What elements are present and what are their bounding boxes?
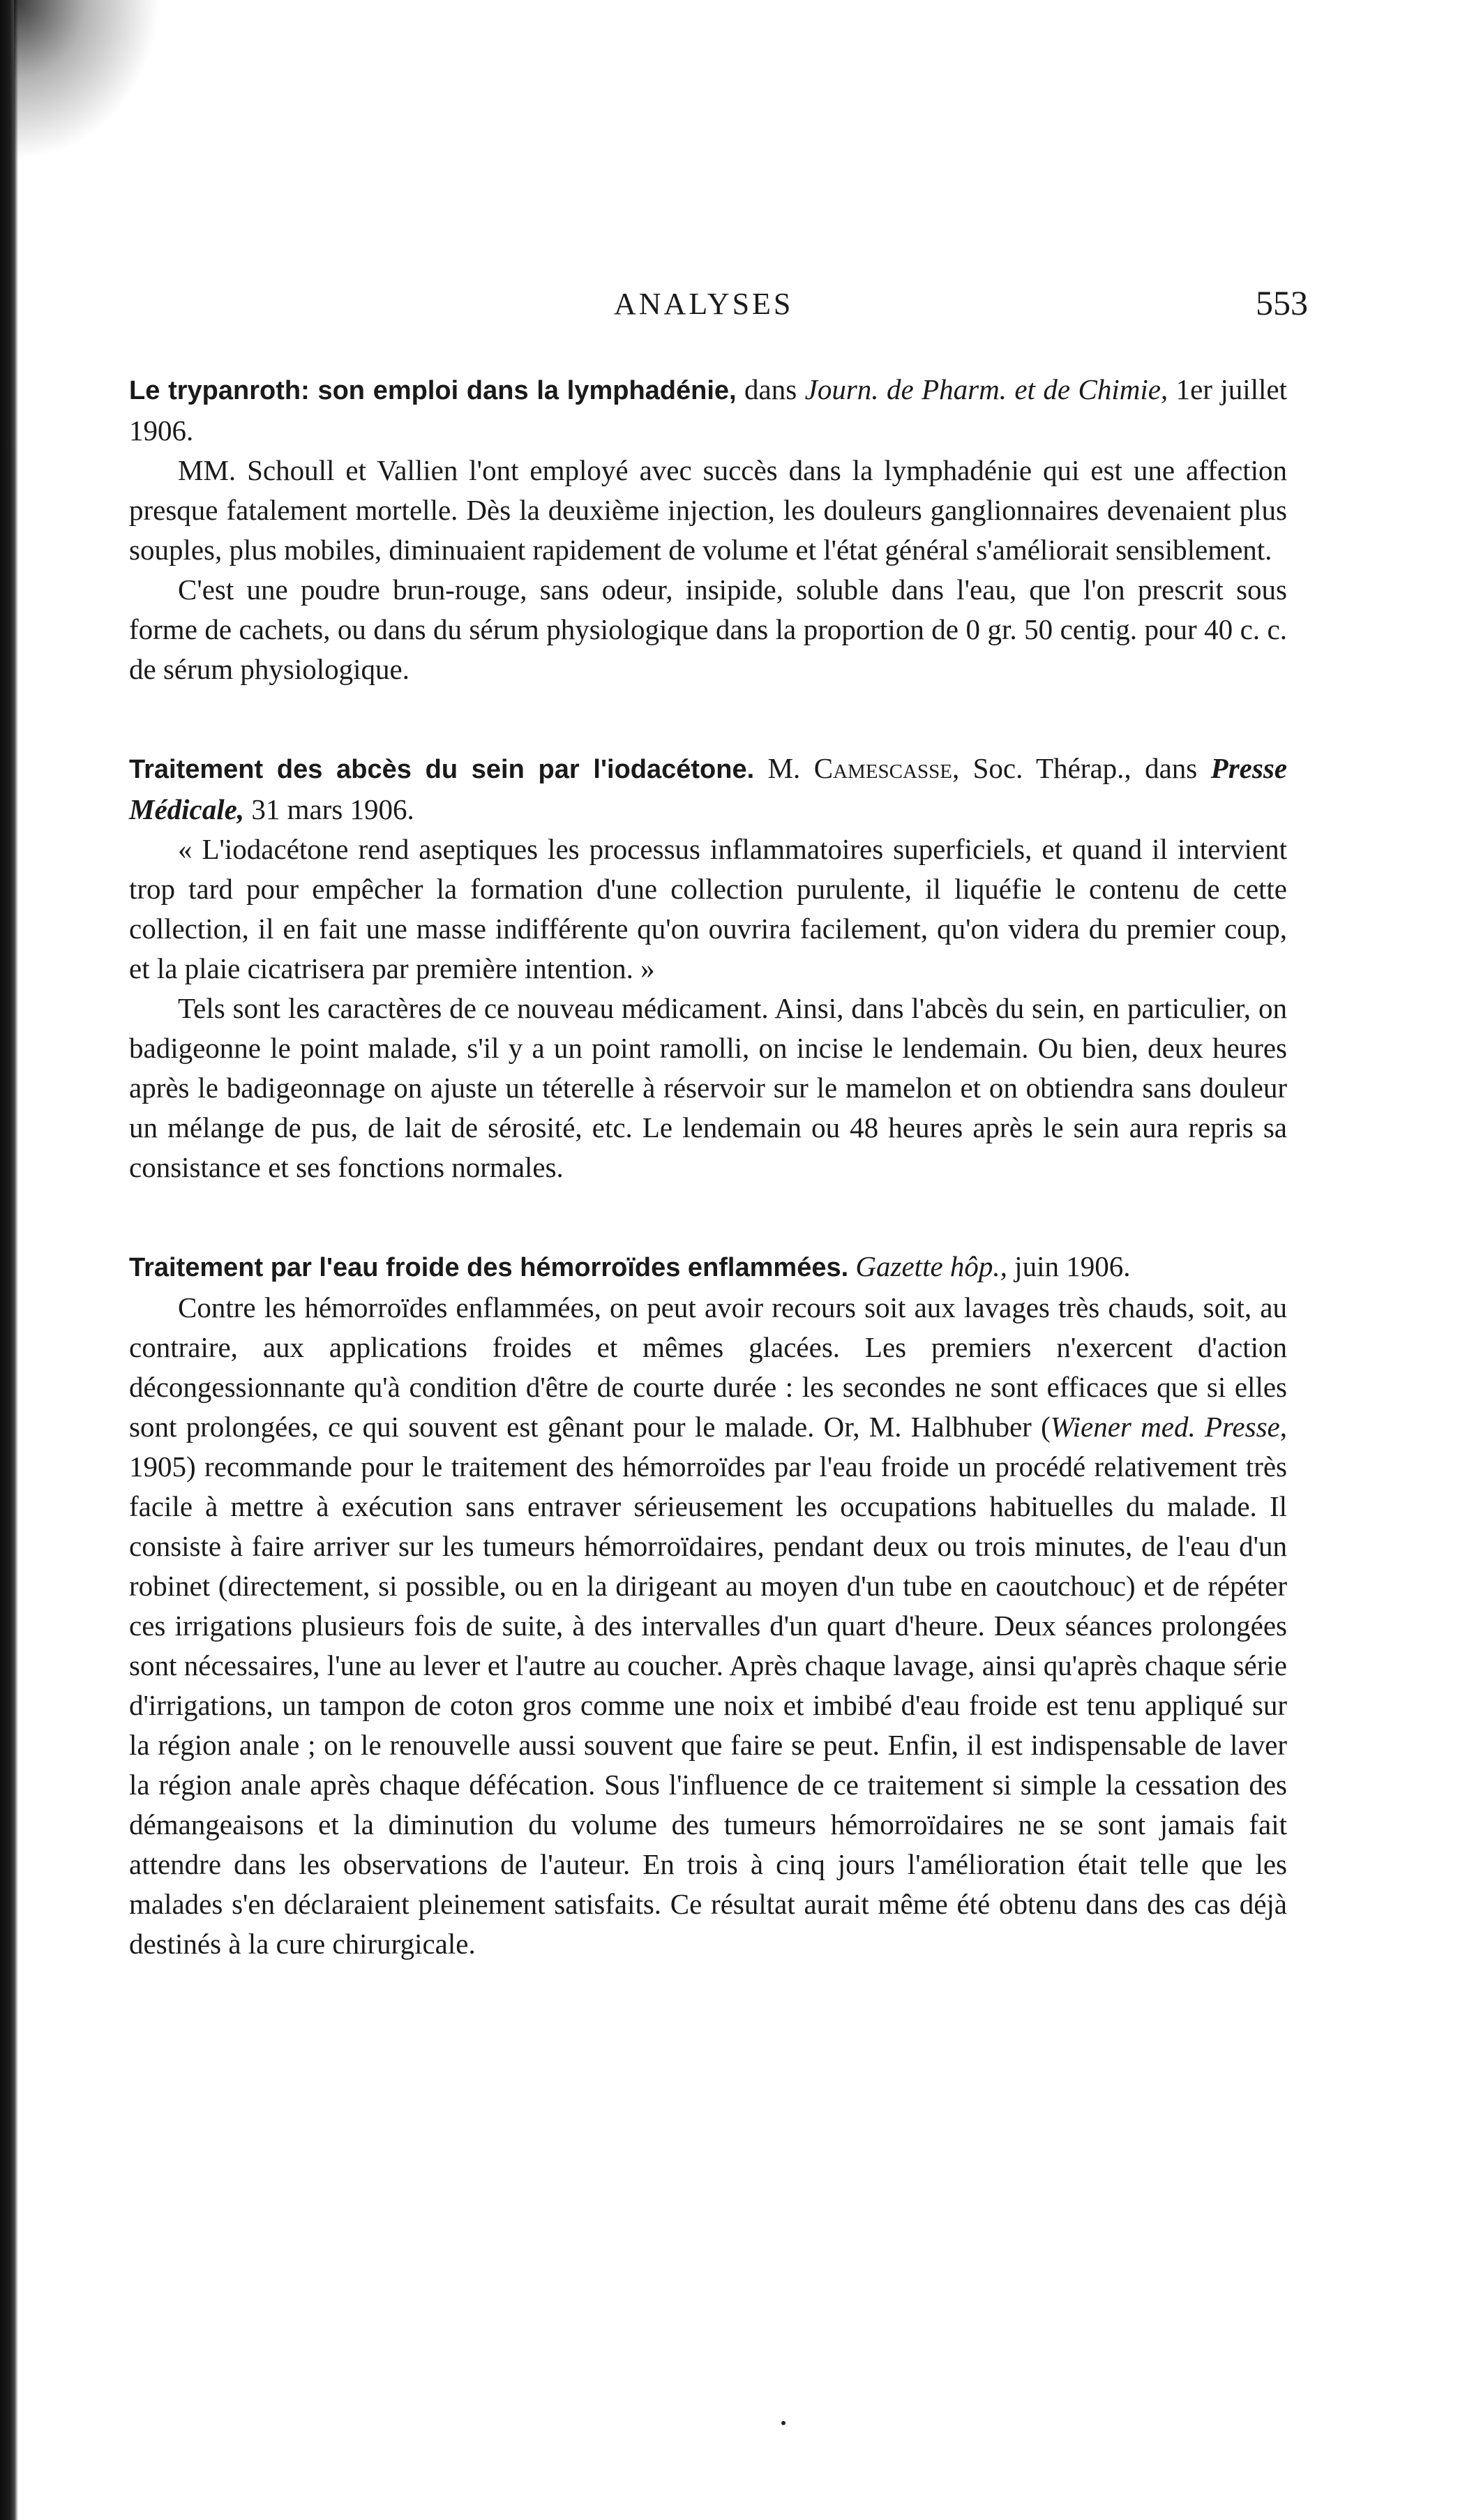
article-title: Le trypanroth: son emploi dans la lymphadénie, (129, 376, 737, 405)
binding-edge (0, 0, 18, 2520)
cited-journal: Wiener med. Presse (1050, 1411, 1280, 1443)
article-source-society: , Soc. Thérap., dans (952, 752, 1211, 784)
article-heading (129, 749, 1287, 830)
article-hemorroides (129, 1247, 1287, 1964)
page-number: 553 (1256, 283, 1308, 322)
article-iodacetone (129, 749, 1287, 1187)
article-source-date: 31 mars 1906. (244, 793, 414, 825)
article-title: Traitement des abcès du sein par l'iodacétone. (129, 755, 755, 784)
paragraph-text-part: Contre les hémorroïdes enflammées, on peut avoir recours soit aux lavages très chauds, soit, au contraire, aux applications froides et mêmes glacées. Les premiers n'exercent d'action décongessionnante qu'à condition d'être de courte durée : les secondes ne sont efficaces que si elles sont prolongées, ce qui souvent est gênant pour le malade. Or, M. Halbhuber ( (129, 1291, 1287, 1443)
article-trypanroth (129, 370, 1287, 689)
article-source-journal: Gazette hôp., (855, 1250, 1007, 1282)
article-source-journal: Presse Médicale, (129, 752, 1287, 825)
article-source-prefix: M. (754, 752, 814, 784)
article-paragraph (129, 1288, 1287, 1964)
article-source-journal: Journ. de Pharm. et de Chimie, (804, 373, 1168, 405)
article-paragraph: Tels sont les caractères de ce nouveau médicament. Ainsi, dans l'abcès du sein, en particulier, on badigeonne le point malade, s'il y a un point ramolli, on incise le lendemain. Ou bien, deux heures après le badigeonnage on ajuste un téterelle à réservoir sur le mamelon et on obtiendra sans douleur un mélange de pus, de lait de sérosité, etc. Le lendemain ou 48 heures après le sein aura repris sa consistance et ses fonctions normales. (129, 992, 1287, 1183)
article-paragraph: MM. Schoull et Vallien l'ont employé avec succès dans la lymphadénie qui est une affection presque fatalement mortelle. Dès la deuxième injection, les douleurs ganglionnaires devenaient plus souples, plus mobiles, diminuaient rapidement de volume et l'état général s'améliorait sensiblement. (129, 454, 1287, 566)
article-source-author: Camescasse (813, 752, 952, 784)
article-paragraph: C'est une poudre brun-rouge, sans odeur, insipide, soluble dans l'eau, que l'on prescrit sous forme de cachets, ou dans du sérum physiologique dans la proportion de 0 gr. 50 centig. pour 40 c. c. de sérum physiologique. (129, 573, 1287, 685)
article-quote: « L'iodacétone rend aseptiques les processus inflammatoires superficiels, et quand il intervient trop tard pour empêcher la formation d'une collection purulente, il liquéfie le contenu de cette collection, il en fait une masse indifférente qu'on ouvrira facilement, qu'on videra du premier coup, et la plaie cicatrisera par première intention. » (129, 833, 1287, 984)
ink-speck (781, 2421, 785, 2425)
article-title: Traitement par l'eau froide des hémorroïdes enflammées. (129, 1253, 849, 1282)
article-source-date: 1er juillet 1906. (129, 373, 1288, 447)
article-source-prefix (848, 1250, 855, 1282)
scan-smudge (14, 0, 160, 160)
article-source-date: juin 1906. (1007, 1250, 1131, 1282)
article-source-prefix: dans (736, 373, 805, 405)
paragraph-text-part: , 1905) recommande pour le traitement des hémorroïdes par l'eau froide un procédé relativement très facile à mettre à exécution sans entraver sérieusement les occupations habituelles du malade. Il consiste à faire arriver sur les tumeurs hémorroïdaires, pendant deux ou trois minutes, de l'eau d'un robinet (directement, si possible, ou en la dirigeant au moyen d'un tube en caoutchouc) et de répéter ces irrigations plusieurs fois de suite, à des intervalles d'un quart d'heure. Deux séances prolongées sont nécessaires, l'une au lever et l'autre au coucher. Après chaque lavage, ainsi qu'après chaque série d'irrigations, un tampon de coton gros comme une noix et imbibé d'eau froide est tenu appliqué sur la région anale ; on le renouvelle aussi souvent que faire se peut. Enfin, il est indispensable de laver la région anale après chaque défécation. Sous l'influence de ce traitement si simple la cessation des démangeaisons et la diminution du volume des tumeurs hémorroïdaires ne se sont jamais fait attendre dans les observations de l'auteur. En trois à cinq jours l'amélioration était telle que les malades s'en déclaraient pleinement satisfaits. Ce résultat aurait même été obtenu dans des cas déjà destinés à la cure chirurgicale. (129, 1411, 1287, 1960)
article-heading (129, 1247, 1287, 1288)
running-head: ANALYSES (614, 287, 794, 321)
article-heading (129, 370, 1287, 451)
page-body (129, 370, 1287, 2023)
